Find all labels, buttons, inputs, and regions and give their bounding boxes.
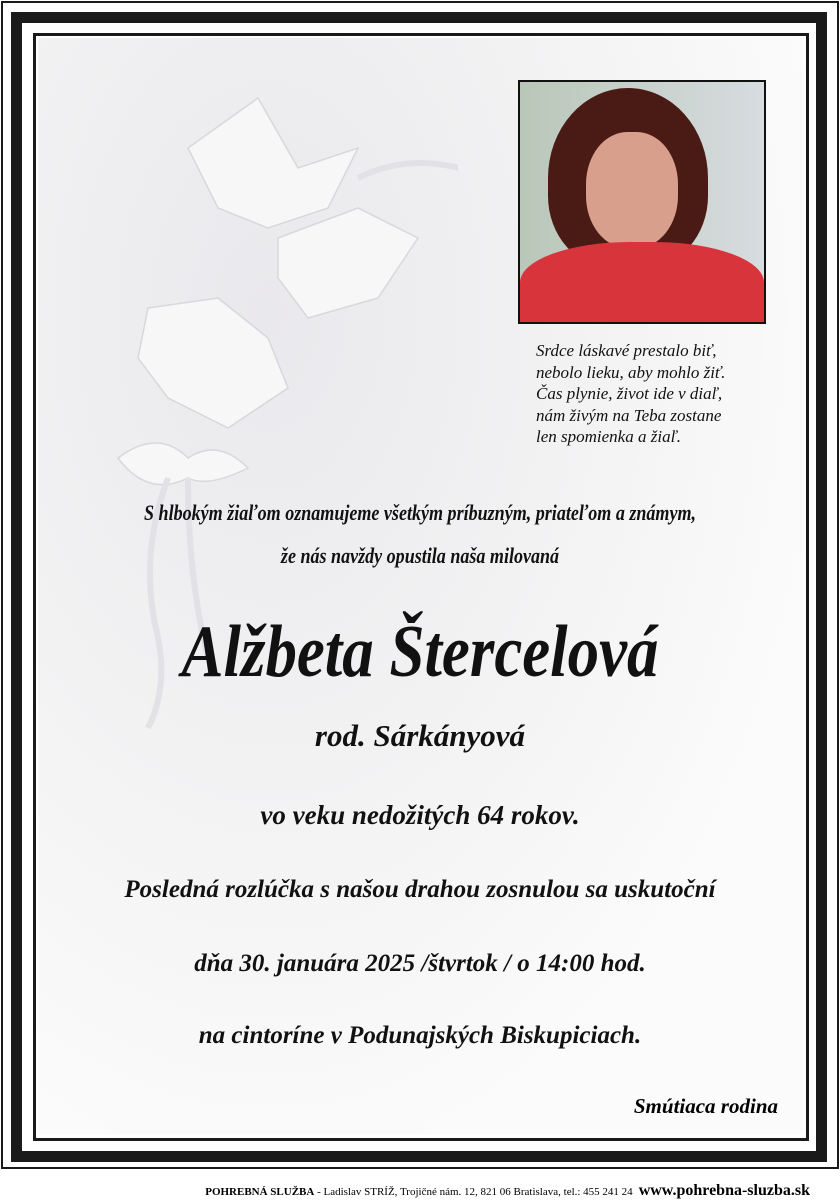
footer-url[interactable]: www.pohrebna-sluzba.sk [638,1182,810,1199]
intro-line: že nás navždy opustila naša milovaná [280,543,560,568]
footer-company: POHREBNÁ SLUŽBA [205,1186,315,1198]
maiden-name: rod. Sárkányová [314,718,526,753]
signature: Smútiaca rodina [633,1094,778,1118]
poem-line: Srdce láskavé prestalo biť, [536,341,717,360]
age-line: vo veku nedožitých 64 rokov. [260,800,580,830]
deceased-name: Alžbeta Štercelová [181,611,659,693]
intro-line: S hlbokým žiaľom oznamujeme všetkým príbuzným, priateľom a známym, [143,500,697,525]
poem-line: len spomienka a žiaľ. [536,427,681,446]
footer-details: - Ladislav STRÍŽ, Trojičné nám. 12, 821 06 Bratislava, tel.: 455 241 24 [314,1186,633,1198]
poem-line: nebolo lieku, aby mohlo žiť. [536,362,726,382]
poem [536,340,725,448]
poem-line: Čas plynie, život ide v diaľ, [536,384,723,403]
ceremony-place: na cintoríne v Podunajských Biskupiciach. [198,1022,642,1049]
portrait-photo [518,80,766,324]
poem-line: nám živým na Teba zostane [536,405,722,425]
ceremony-line: Posledná rozlúčka s našou drahou zosnulou sa uskutoční [124,876,716,903]
footer [0,1182,840,1200]
ceremony-date: dňa 30. januára 2025 /štvrtok / o 14:00 hod. [194,950,646,977]
